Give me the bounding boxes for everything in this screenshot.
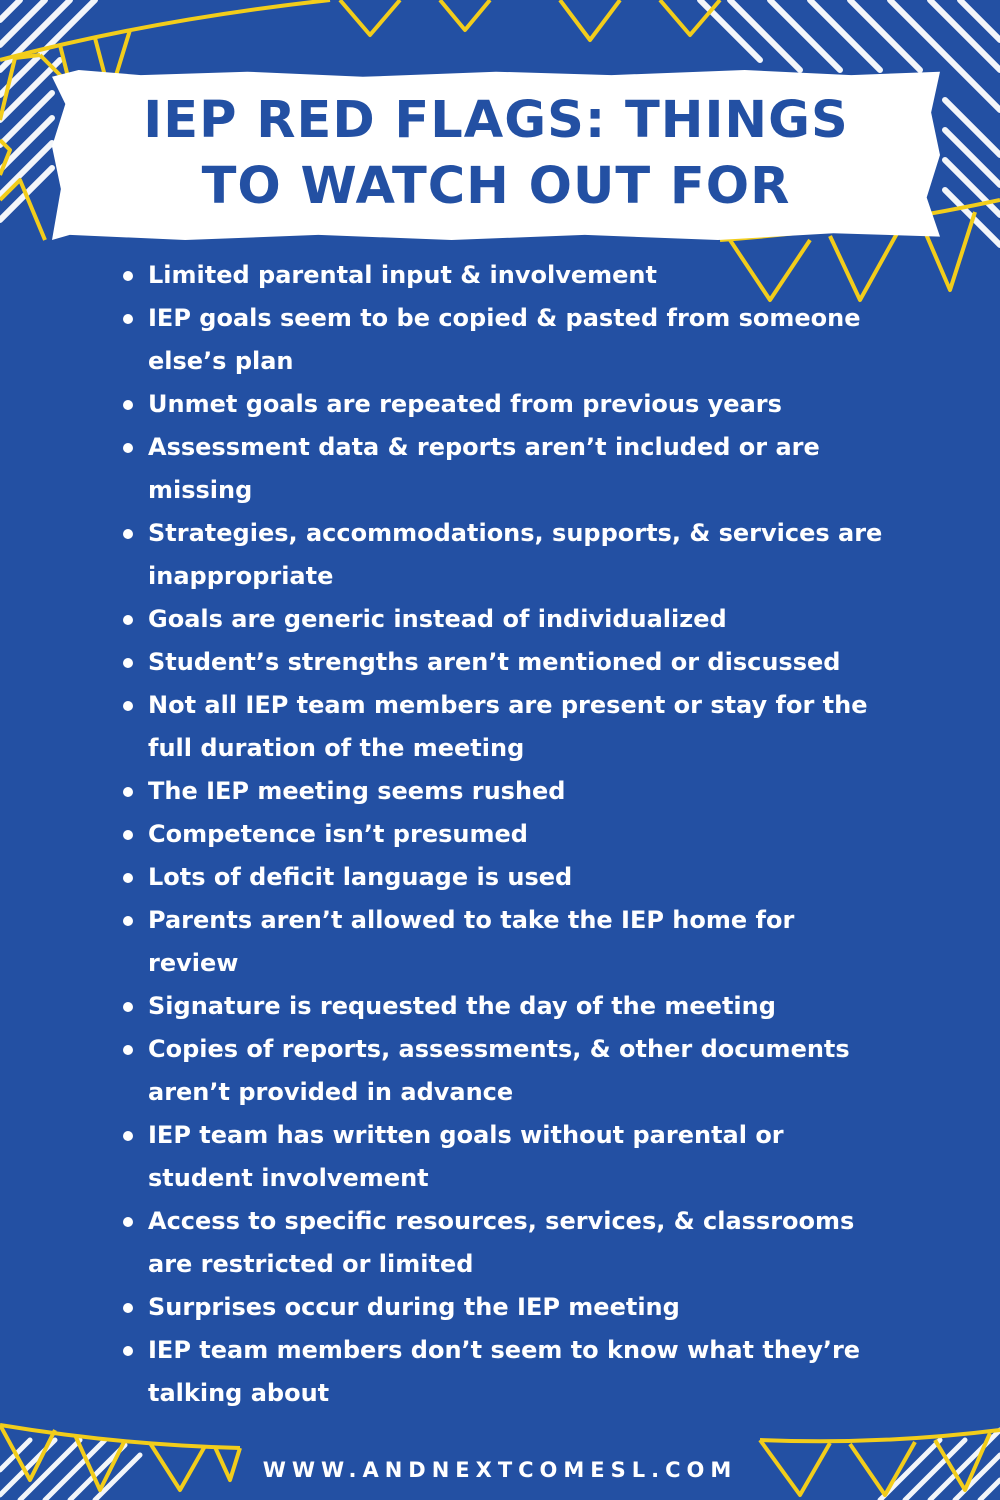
- bullet-icon: [123, 658, 133, 668]
- bullet-icon: [123, 1217, 133, 1227]
- bullet-icon: [123, 916, 133, 926]
- list-item-text: Surprises occur during the IEP meeting: [148, 1293, 680, 1321]
- list-item: [120, 641, 950, 684]
- list-item-text: full duration of the meeting: [148, 734, 525, 762]
- list-item: [120, 684, 950, 770]
- bullet-icon: [123, 1045, 133, 1055]
- bullet-icon: [123, 873, 133, 883]
- list-item: [120, 856, 950, 899]
- list-item-text: Competence isn’t presumed: [148, 820, 528, 848]
- website-url: WWW.ANDNEXTCOMESL.COM: [262, 1458, 738, 1482]
- page-title: [52, 88, 940, 220]
- list-item: [120, 1286, 950, 1329]
- list-item: [120, 426, 950, 512]
- list-item-text: Signature is requested the day of the meeting: [148, 992, 776, 1020]
- list-item-text: Access to specific resources, services, & classrooms: [148, 1207, 855, 1235]
- list-item-text: IEP goals seem to be copied & pasted from someone: [148, 304, 861, 332]
- list-item: [120, 770, 950, 813]
- list-item-text: student involvement: [148, 1164, 429, 1192]
- list-item-text: Lots of deficit language is used: [148, 863, 573, 891]
- list-item-text: Parents aren’t allowed to take the IEP home for: [148, 906, 795, 934]
- list-item-text: Goals are generic instead of individualized: [148, 605, 727, 633]
- list-item: [120, 512, 950, 598]
- bullet-icon: [123, 529, 133, 539]
- bullet-icon: [123, 271, 133, 281]
- list-item: [120, 1329, 950, 1415]
- bullet-icon: [123, 701, 133, 711]
- list-item: [120, 598, 950, 641]
- list-item: [120, 254, 950, 297]
- list-item: [120, 297, 950, 383]
- bullet-icon: [123, 615, 133, 625]
- list-item-text: inappropriate: [148, 562, 334, 590]
- list-item-text: Limited parental input & involvement: [148, 261, 657, 289]
- list-item-text: Strategies, accommodations, supports, & services are: [148, 519, 883, 547]
- bullet-icon: [123, 830, 133, 840]
- list-item-text: aren’t provided in advance: [148, 1078, 514, 1106]
- list-item-text: talking about: [148, 1379, 330, 1407]
- list-item-text: IEP team members don’t seem to know what they’re: [148, 1336, 861, 1364]
- red-flags-list: [120, 254, 950, 1415]
- bullet-icon: [123, 787, 133, 797]
- list-item-text: Assessment data & reports aren’t included or are: [148, 433, 820, 461]
- bullet-icon: [123, 314, 133, 324]
- list-item-text: review: [148, 949, 239, 977]
- list-item: [120, 899, 950, 985]
- list-item-text: Not all IEP team members are present or stay for the: [148, 691, 868, 719]
- list-item: [120, 813, 950, 856]
- list-item: [120, 1200, 950, 1286]
- list-item: [120, 383, 950, 426]
- bullet-icon: [123, 443, 133, 453]
- bullet-icon: [123, 1303, 133, 1313]
- list-item-text: IEP team has written goals without parental or: [148, 1121, 784, 1149]
- title-line: IEP RED FLAGS: THINGS: [143, 91, 849, 150]
- list-item-text: Unmet goals are repeated from previous years: [148, 390, 782, 418]
- bullet-icon: [123, 1346, 133, 1356]
- bullet-icon: [123, 1131, 133, 1141]
- list-item-text: are restricted or limited: [148, 1250, 474, 1278]
- list-item-text: The IEP meeting seems rushed: [148, 777, 566, 805]
- bullet-icon: [123, 1002, 133, 1012]
- list-item: [120, 985, 950, 1028]
- list-item: [120, 1114, 950, 1200]
- title-line: TO WATCH OUT FOR: [201, 157, 791, 216]
- list-item-text: else’s plan: [148, 347, 294, 375]
- list-item: [120, 1028, 950, 1114]
- list-item-text: Student’s strengths aren’t mentioned or discussed: [148, 648, 841, 676]
- list-item-text: Copies of reports, assessments, & other documents: [148, 1035, 850, 1063]
- bullet-icon: [123, 400, 133, 410]
- list-item-text: missing: [148, 476, 253, 504]
